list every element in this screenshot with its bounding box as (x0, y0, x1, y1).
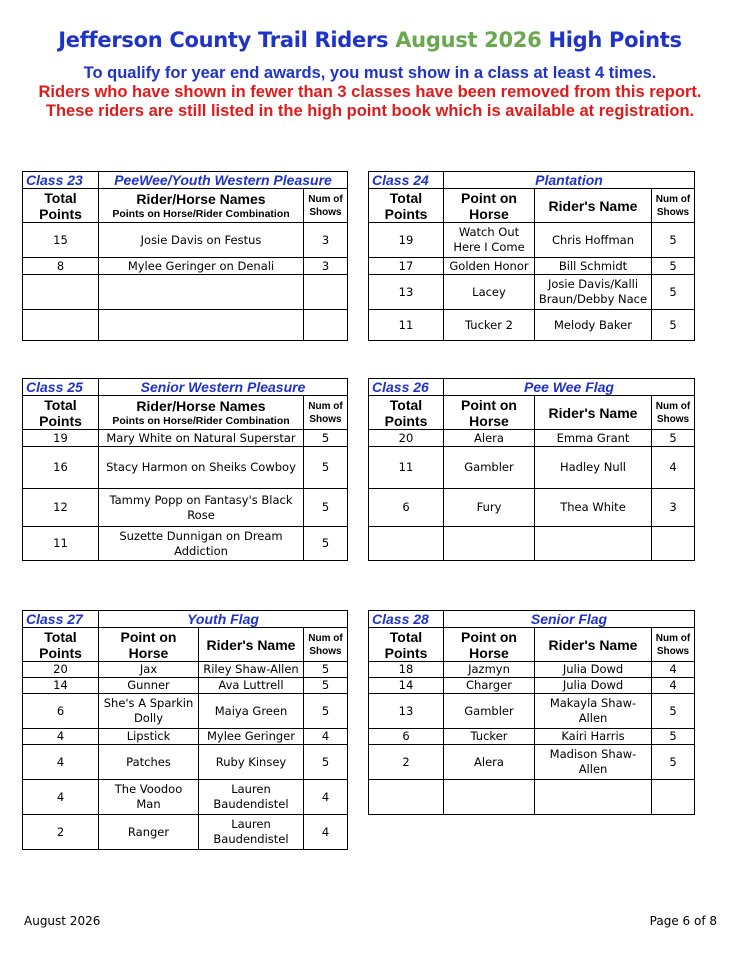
cell-shows: 5 (304, 447, 348, 489)
cell-rider (99, 275, 304, 310)
cell-rider: Lauren Baudendistel (199, 780, 304, 815)
cell-shows: 3 (304, 223, 348, 258)
cell-shows (652, 780, 695, 815)
cell-points: 2 (369, 745, 444, 780)
class-27-table (22, 610, 348, 850)
col-num-shows: Num of Shows (304, 396, 348, 430)
cell-rider: Mylee Geringer (199, 729, 304, 745)
col-riders-name: Rider's Name (535, 396, 652, 430)
col-total-points: Total Points (369, 396, 444, 430)
footer-date: August 2026 (24, 914, 101, 928)
col-num-shows: Num of Shows (652, 628, 695, 662)
cell-shows: 4 (652, 678, 695, 694)
class-28-table (368, 610, 695, 815)
cell-shows: 4 (652, 447, 695, 489)
cell-horse: Tucker 2 (444, 310, 535, 341)
cell-shows (652, 527, 695, 561)
col-point-on-horse: Point on Horse (99, 628, 199, 662)
cell-points: 6 (23, 694, 99, 729)
cell-points: 4 (23, 745, 99, 780)
cell-points: 18 (369, 662, 444, 678)
col-num-shows: Num of Shows (652, 189, 695, 223)
col-total-points: Total Points (23, 628, 99, 662)
cell-rider: Mylee Geringer on Denali (99, 258, 304, 275)
class-name: Pee Wee Flag (444, 379, 695, 396)
cell-points: 20 (369, 430, 444, 447)
class-number: Class 26 (369, 379, 444, 396)
col-point-on-horse: Point on Horse (444, 189, 535, 223)
cell-shows: 5 (652, 745, 695, 780)
cell-points: 14 (23, 678, 99, 694)
cell-points (369, 780, 444, 815)
cell-horse: Tucker (444, 729, 535, 745)
cell-horse: Jax (99, 662, 199, 678)
cell-rider: Hadley Null (535, 447, 652, 489)
qualification-notice (20, 64, 720, 121)
class-26-table (368, 378, 695, 561)
cell-horse: Watch Out Here I Come (444, 223, 535, 258)
class-name: Senior Western Pleasure (99, 379, 348, 396)
cell-points: 4 (23, 780, 99, 815)
cell-rider (535, 780, 652, 815)
cell-horse (444, 780, 535, 815)
notice-line-removed: Riders who have shown in fewer than 3 classes have been removed from this report. These riders are still listed in the high point book which is available at registration. (38, 83, 702, 120)
cell-rider: Maiya Green (199, 694, 304, 729)
cell-rider: Josie Davis on Festus (99, 223, 304, 258)
class-number: Class 23 (23, 172, 99, 189)
cell-horse: Gambler (444, 447, 535, 489)
col-num-shows: Num of Shows (304, 189, 348, 223)
cell-points: 6 (369, 729, 444, 745)
cell-points: 6 (369, 489, 444, 527)
cell-rider: Suzette Dunnigan on Dream Addiction (99, 527, 304, 561)
cell-shows: 5 (652, 430, 695, 447)
col-point-on-horse: Point on Horse (444, 628, 535, 662)
cell-points: 16 (23, 447, 99, 489)
col-total-points: Total Points (369, 628, 444, 662)
class-number: Class 25 (23, 379, 99, 396)
cell-shows: 4 (304, 815, 348, 850)
cell-shows: 4 (652, 662, 695, 678)
col-rider-horse (99, 189, 304, 223)
cell-rider: Tammy Popp on Fantasy's Black Rose (99, 489, 304, 527)
cell-points: 13 (369, 694, 444, 729)
cell-shows: 5 (304, 527, 348, 561)
cell-shows: 5 (304, 678, 348, 694)
page-title (0, 28, 740, 52)
class-number: Class 28 (369, 611, 444, 628)
cell-points: 11 (369, 310, 444, 341)
cell-rider: Kairi Harris (535, 729, 652, 745)
col-riders-name: Rider's Name (535, 628, 652, 662)
cell-horse: She's A Sparkin Dolly (99, 694, 199, 729)
col-num-shows: Num of Shows (304, 628, 348, 662)
cell-rider: Julia Dowd (535, 678, 652, 694)
col-riders-name: Rider's Name (199, 628, 304, 662)
cell-rider: Ruby Kinsey (199, 745, 304, 780)
cell-points: 17 (369, 258, 444, 275)
cell-points: 8 (23, 258, 99, 275)
col-total-points: Total Points (369, 189, 444, 223)
cell-rider (99, 310, 304, 341)
cell-shows (304, 275, 348, 310)
cell-rider: Bill Schmidt (535, 258, 652, 275)
col-rider-horse-label: Rider/Horse Names (136, 190, 266, 207)
class-name: Youth Flag (99, 611, 348, 628)
cell-points: 4 (23, 729, 99, 745)
footer-page-number: Page 6 of 8 (649, 914, 717, 928)
col-rider-horse-sub: Points on Horse/Rider Combination (112, 414, 290, 427)
cell-points (23, 310, 99, 341)
cell-rider: Mary White on Natural Superstar (99, 430, 304, 447)
cell-rider: Stacy Harmon on Sheiks Cowboy (99, 447, 304, 489)
cell-shows: 5 (652, 310, 695, 341)
cell-shows: 5 (304, 662, 348, 678)
col-num-shows: Num of Shows (652, 396, 695, 430)
cell-points (369, 527, 444, 561)
cell-rider: Chris Hoffman (535, 223, 652, 258)
cell-rider: Ava Luttrell (199, 678, 304, 694)
class-name: Senior Flag (444, 611, 695, 628)
cell-shows: 3 (304, 258, 348, 275)
cell-horse: Golden Honor (444, 258, 535, 275)
class-24-table (368, 171, 695, 341)
cell-shows: 5 (652, 223, 695, 258)
class-23-table (22, 171, 348, 341)
cell-horse: Lacey (444, 275, 535, 310)
cell-horse: Fury (444, 489, 535, 527)
cell-points: 19 (23, 430, 99, 447)
cell-rider: Riley Shaw-Allen (199, 662, 304, 678)
cell-horse: Lipstick (99, 729, 199, 745)
title-suffix: High Points (548, 28, 682, 52)
cell-shows: 3 (652, 489, 695, 527)
cell-horse: Gunner (99, 678, 199, 694)
notice-line-qualify: To qualify for year end awards, you must show in a class at least 4 times. (83, 64, 657, 82)
cell-horse: Alera (444, 430, 535, 447)
cell-horse: Charger (444, 678, 535, 694)
cell-rider: Thea White (535, 489, 652, 527)
class-name: PeeWee/Youth Western Pleasure (99, 172, 348, 189)
cell-shows (304, 310, 348, 341)
class-number: Class 27 (23, 611, 99, 628)
cell-points: 11 (23, 527, 99, 561)
cell-points: 12 (23, 489, 99, 527)
class-25-table (22, 378, 348, 561)
cell-shows: 5 (304, 489, 348, 527)
cell-shows: 5 (652, 729, 695, 745)
cell-horse: Ranger (99, 815, 199, 850)
cell-rider: Melody Baker (535, 310, 652, 341)
cell-rider: Josie Davis/Kalli Braun/Debby Nace (535, 275, 652, 310)
cell-points: 19 (369, 223, 444, 258)
col-riders-name: Rider's Name (535, 189, 652, 223)
title-club: Jefferson County Trail Riders (58, 28, 389, 52)
cell-rider: Emma Grant (535, 430, 652, 447)
col-point-on-horse: Point on Horse (444, 396, 535, 430)
cell-horse: The Voodoo Man (99, 780, 199, 815)
cell-rider: Makayla Shaw-Allen (535, 694, 652, 729)
cell-shows: 5 (304, 430, 348, 447)
cell-shows: 5 (652, 275, 695, 310)
cell-horse: Alera (444, 745, 535, 780)
cell-points (23, 275, 99, 310)
cell-rider: Julia Dowd (535, 662, 652, 678)
cell-points: 15 (23, 223, 99, 258)
cell-rider: Lauren Baudendistel (199, 815, 304, 850)
col-total-points: Total Points (23, 189, 99, 223)
class-name: Plantation (444, 172, 695, 189)
class-number: Class 24 (369, 172, 444, 189)
cell-horse: Jazmyn (444, 662, 535, 678)
cell-shows: 5 (304, 745, 348, 780)
col-total-points: Total Points (23, 396, 99, 430)
col-rider-horse-label: Rider/Horse Names (136, 397, 266, 414)
title-month: August 2026 (395, 28, 542, 52)
cell-points: 20 (23, 662, 99, 678)
cell-shows: 5 (652, 258, 695, 275)
cell-rider: Madison Shaw-Allen (535, 745, 652, 780)
cell-horse (444, 527, 535, 561)
cell-horse: Patches (99, 745, 199, 780)
cell-shows: 5 (652, 694, 695, 729)
cell-points: 2 (23, 815, 99, 850)
col-rider-horse (99, 396, 304, 430)
cell-points: 14 (369, 678, 444, 694)
cell-points: 11 (369, 447, 444, 489)
cell-points: 13 (369, 275, 444, 310)
cell-shows: 4 (304, 729, 348, 745)
col-rider-horse-sub: Points on Horse/Rider Combination (112, 207, 290, 220)
cell-rider (535, 527, 652, 561)
cell-shows: 4 (304, 780, 348, 815)
cell-horse: Gambler (444, 694, 535, 729)
cell-shows: 5 (304, 694, 348, 729)
